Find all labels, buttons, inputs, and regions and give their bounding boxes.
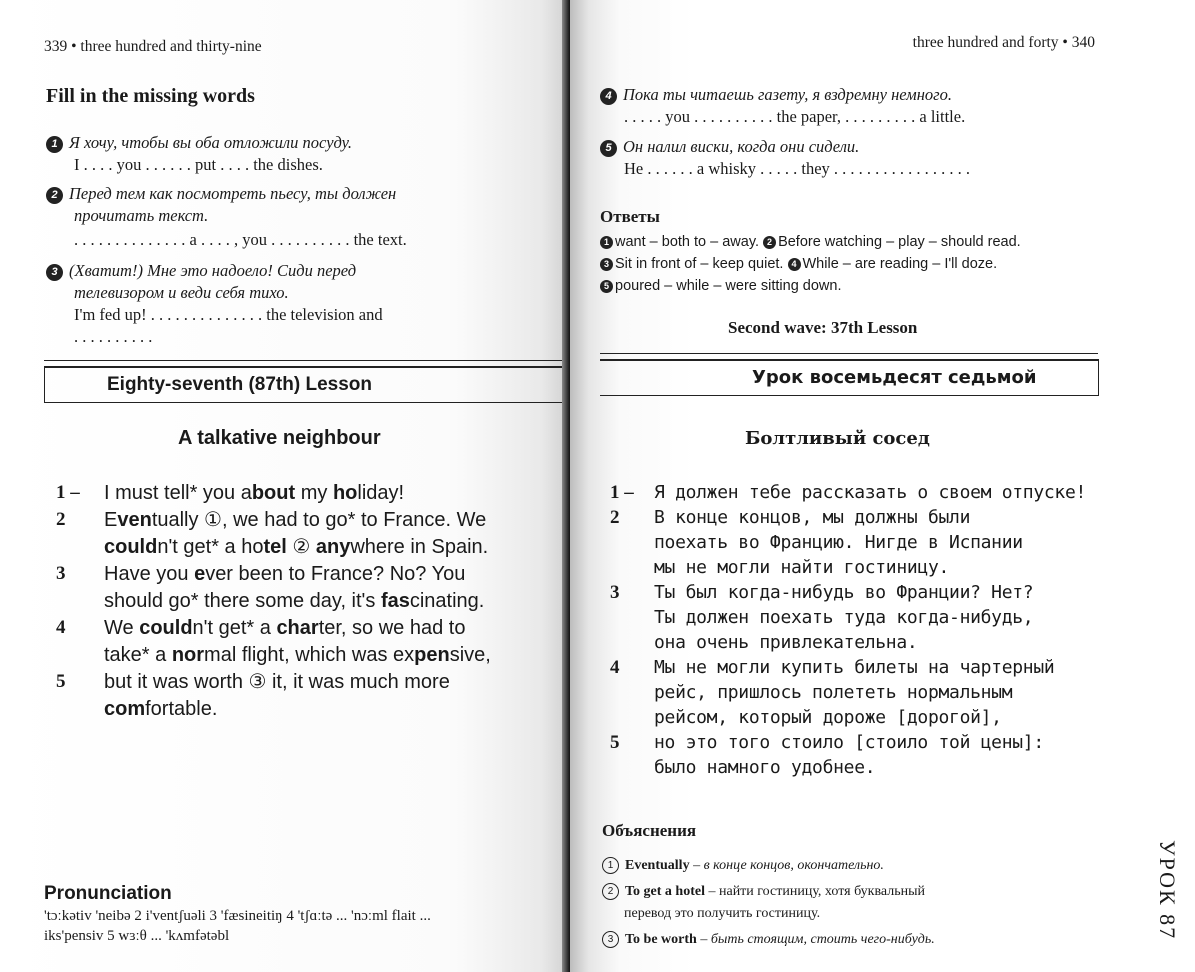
story-line-3: Have you ever been to France? No? You [104,563,466,585]
exercise-2-russian-cont: прочитать текст. [74,206,209,225]
lesson-title-bar-right [600,359,1099,396]
exercise-number-2-icon: 2 [46,187,63,204]
note-2 [602,881,1102,903]
line-number-2: 2 [56,509,66,530]
ru-line-5: но это того стоило [стоило той цены]: [654,732,1044,753]
ru-line-1: Я должен тебе рассказать о своем отпуске! [654,482,1087,503]
exercise-5-english: He . . . . . . a whisky . . . . . they . . . . . . . . . . . . . . . . . [624,159,971,178]
answer-5-icon: 5 [600,280,613,293]
story-russian [608,480,1168,790]
answer-5: poured – while – were sitting down. [615,278,842,294]
note-3-term: To be worth [625,932,697,947]
story-line-1: I must tell* you about my holiday! [104,482,405,504]
note-number-1-icon: 1 [602,857,619,874]
exercise-3 [46,261,556,347]
ru-line-number-2: 2 [610,507,620,528]
exercise-1-english: I . . . . you . . . . . . put . . . . the dishes. [74,155,323,174]
answer-3: Sit in front of – keep quiet. [615,256,784,272]
pronunciation-line-2: iks'pensiv 5 wɜːθ ... 'kʌmfətəbl [44,928,230,944]
exercise-4-english: . . . . . you . . . . . . . . . . the paper, . . . . . . . . . a little. [624,107,966,126]
right-running-head: three hundred and forty • 340 [912,34,1095,51]
ru-line-number-1: 1 – [610,482,634,503]
note-2-text: – найти гостиницу, хотя буквальный [704,884,926,899]
ru-line-2b: поехать во Францию. Нигде в Испании [654,532,1023,553]
exercise-3-russian-cont: телевизором и веди себя тихо. [74,283,289,302]
line-number-3: 3 [56,563,66,584]
exercise-number-1-icon: 1 [46,136,63,153]
story-line-2b: couldn't get* a hotel ② anywhere in Spain. [104,536,489,558]
answer-2: Before watching – play – should read. [778,234,1021,250]
story-line-3b: should go* there some day, it's fascinating. [104,590,485,612]
exercise-1 [46,133,546,175]
exercise-2-russian: Перед тем как посмотреть пьесу, ты должен [69,184,397,203]
exercise-2-english: . . . . . . . . . . . . . . a . . . . , you . . . . . . . . . . the text. [74,230,407,249]
exercise-number-4-icon: 4 [600,88,617,105]
story-english [52,480,562,740]
ru-line-4b: рейс, пришлось полететь нормальным [654,682,1013,703]
story-line-5: but it was worth ③ it, it was much more [104,671,450,693]
ru-line-3b: Ты должен поехать туда когда-нибудь, [654,607,1034,628]
story-line-5b: comfortable. [104,698,218,720]
divider-top [44,360,564,361]
exercise-5-russian: Он налил виски, когда они сидели. [623,137,860,156]
notes-block [602,855,1102,951]
exercise-3-russian: (Хватит!) Мне это надоело! Сиди перед [69,261,357,280]
right-page [570,0,1195,972]
note-1-text: – в конце концов, окончательно. [689,858,884,873]
story-title-ru: Болтливый сосед [745,428,930,449]
story-line-4b: take* a normal flight, which was expensive, [104,644,491,666]
answers-title: Ответы [600,207,660,226]
lesson-title: Eighty-seventh (87th) Lesson [107,374,372,395]
answer-4: While – are reading – I'll doze. [802,256,998,272]
ru-line-2: В конце концов, мы должны были [654,507,971,528]
second-wave: Second wave: 37th Lesson [728,318,918,337]
note-3-text: – быть стоящим, стоить чего-нибудь. [696,932,935,947]
lesson-title-ru: Урок восемьдесят седьмой [752,367,1037,388]
answer-2-icon: 2 [763,236,776,249]
ru-line-2c: мы не могли найти гостиницу. [654,557,950,578]
exercise-1-russian: Я хочу, чтобы вы оба отложили посуду. [69,133,353,152]
ru-line-5b: было намного удобнее. [654,757,876,778]
left-page [0,0,570,972]
line-number-4: 4 [56,617,66,638]
pronunciation-title: Pronunciation [44,883,172,904]
exercise-number-3-icon: 3 [46,264,63,281]
answer-4-icon: 4 [788,258,801,271]
note-number-2-icon: 2 [602,883,619,900]
note-1-term: Eventually [625,858,690,873]
ru-line-3c: она очень привлекательна. [654,632,918,653]
exercise-3-english-1: I'm fed up! . . . . . . . . . . . . . . the television and [74,305,383,324]
answer-1-icon: 1 [600,236,613,249]
pronunciation-line-1: 'tɔːkətiv 'neibə 2 i'ventʃuəli 3 'fæsineitiŋ 4 'tʃɑːtə ... 'nɔːml flait ... [44,908,431,924]
exercise-3-english-2: . . . . . . . . . . [74,327,153,346]
left-running-head: 339 • three hundred and thirty-nine [44,38,262,55]
answer-3-icon: 3 [600,258,613,271]
exercise-5 [600,137,1140,179]
ru-line-4: Мы не могли купить билеты на чартерный [654,657,1055,678]
exercise-2 [46,184,556,250]
answers-block [600,231,1160,297]
lesson-title-bar [44,366,570,403]
story-line-2: Eventually ①, we had to go* to France. We [104,509,487,531]
line-number-1: 1 – [56,482,80,503]
divider-top-right [600,353,1098,354]
line-number-5: 5 [56,671,66,692]
note-3 [602,929,1102,951]
exercise-title: Fill in the missing words [46,85,255,107]
answer-1: want – both to – away. [615,234,760,250]
notes-title: Объяснения [602,821,697,840]
side-lesson-label: УРОК 87 [1155,840,1180,941]
exercise-4 [600,85,1140,127]
note-2-cont: перевод это получить гостиницу. [624,906,821,921]
ru-line-number-4: 4 [610,657,620,678]
ru-line-4c: рейсом, который дороже [дорогой], [654,707,1002,728]
note-1 [602,855,1102,877]
story-line-4: We couldn't get* a charter, so we had to [104,617,466,639]
note-2-term: To get a hotel [625,884,705,899]
ru-line-number-5: 5 [610,732,620,753]
note-number-3-icon: 3 [602,931,619,948]
ru-line-3: Ты был когда-нибудь во Франции? Нет? [654,582,1034,603]
ru-line-number-3: 3 [610,582,620,603]
story-title: A talkative neighbour [178,427,381,449]
exercise-4-russian: Пока ты читаешь газету, я вздремну немного. [623,85,952,104]
exercise-number-5-icon: 5 [600,140,617,157]
